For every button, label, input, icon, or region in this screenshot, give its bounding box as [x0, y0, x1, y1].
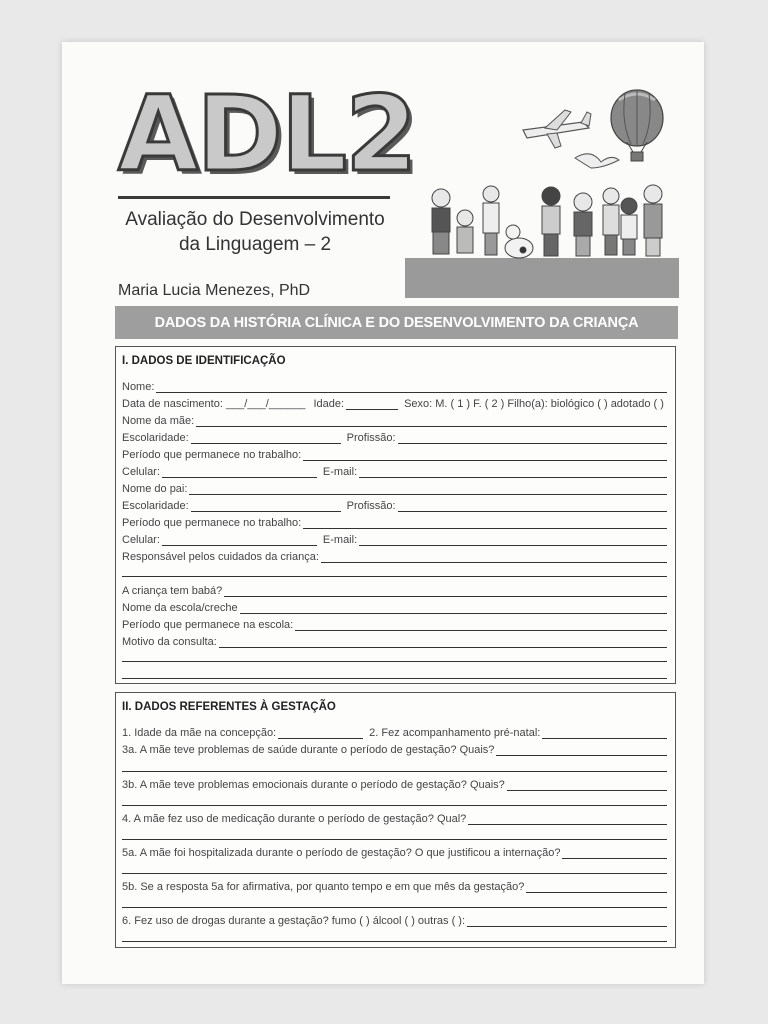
- field-nome-mae[interactable]: [196, 415, 667, 427]
- row-q1-q2: [122, 723, 667, 739]
- label-nome: Nome:: [122, 381, 155, 393]
- label-profissao-mae: Profissão:: [346, 432, 396, 444]
- section-banner: DADOS DA HISTÓRIA CLÍNICA E DO DESENVOLVIMENTO DA CRIANÇA: [115, 306, 678, 339]
- field-motivo-line-2[interactable]: [122, 661, 667, 662]
- ground: [405, 258, 679, 298]
- row-escola: [122, 598, 667, 614]
- section-2-title: II. DADOS REFERENTES À GESTAÇÃO: [122, 701, 336, 713]
- row-q5a: [122, 843, 667, 859]
- field-q4[interactable]: [468, 813, 667, 825]
- subtitle-line-1: Avaliação do Desenvolvimento: [125, 209, 385, 230]
- field-nome[interactable]: [156, 381, 667, 393]
- label-escolaridade-pai: Escolaridade:: [122, 500, 189, 512]
- label-q6: 6. Fez uso de drogas durante a gestação? fumo ( ) álcool ( ) outras ( ):: [122, 915, 466, 927]
- label-escolaridade-mae: Escolaridade:: [122, 432, 189, 444]
- field-q2[interactable]: [542, 727, 667, 739]
- field-periodo-escola[interactable]: [295, 619, 667, 631]
- label-q5a: 5a. A mãe foi hospitalizada durante o período de gestação? O que justificou a internação?: [122, 847, 561, 859]
- field-email-mae[interactable]: [359, 466, 667, 478]
- gestation-section: [115, 692, 676, 948]
- logo-divider: [118, 196, 390, 199]
- adl2-logo: ADL2: [118, 73, 416, 195]
- row-periodo-escola: [122, 615, 667, 631]
- identification-section: [115, 346, 676, 684]
- row-q5b: [122, 877, 667, 893]
- field-escolaridade-mae[interactable]: [191, 432, 341, 444]
- airplane-icon: [523, 110, 591, 148]
- field-motivo-line-3[interactable]: [122, 678, 667, 679]
- field-q5a-line-2[interactable]: [122, 873, 667, 874]
- field-periodo-trabalho-mae[interactable]: [303, 449, 667, 461]
- row-nome-mae: [122, 411, 667, 427]
- row-responsavel: [122, 547, 667, 563]
- row-escolaridade-mae: [122, 428, 667, 444]
- row-celular-mae: [122, 462, 667, 478]
- field-q3b-line-2[interactable]: [122, 805, 667, 806]
- label-q2: 2. Fez acompanhamento pré-natal:: [369, 727, 541, 739]
- label-baba: A criança tem babá?: [122, 585, 223, 597]
- bird-icon: [575, 154, 619, 168]
- label-q3a: 3a. A mãe teve problemas de saúde durante o período de gestação? Quais?: [122, 744, 495, 756]
- section-1-title: I. DADOS DE IDENTIFICAÇÃO: [122, 355, 286, 367]
- field-responsavel[interactable]: [321, 551, 667, 563]
- label-nome-pai: Nome do pai:: [122, 483, 188, 495]
- field-q6-line-2[interactable]: [122, 941, 667, 942]
- field-q3b[interactable]: [507, 779, 667, 791]
- label-nome-mae: Nome da mãe:: [122, 415, 195, 427]
- field-profissao-mae[interactable]: [398, 432, 667, 444]
- row-motivo: [122, 632, 667, 648]
- field-celular-mae[interactable]: [162, 466, 317, 478]
- field-celular-pai[interactable]: [162, 534, 317, 546]
- field-periodo-trabalho-pai[interactable]: [303, 517, 667, 529]
- label-q1: 1. Idade da mãe na concepção:: [122, 727, 277, 739]
- row-q6: [122, 911, 667, 927]
- label-celular-pai: Celular:: [122, 534, 160, 546]
- field-nome-pai[interactable]: [189, 483, 667, 495]
- child-figures: [432, 185, 662, 258]
- field-q6[interactable]: [467, 915, 667, 927]
- label-q3b: 3b. A mãe teve problemas emocionais durante o período de gestação? Quais?: [122, 779, 505, 791]
- label-email-mae: E-mail:: [322, 466, 358, 478]
- label-periodo-trabalho-mae: Período que permanece no trabalho:: [122, 449, 302, 461]
- label-responsavel: Responsável pelos cuidados da criança:: [122, 551, 319, 563]
- row-baba: [122, 581, 667, 597]
- label-motivo: Motivo da consulta:: [122, 636, 217, 648]
- children-illustration: [405, 88, 679, 298]
- row-periodo-trabalho-pai: [122, 513, 667, 529]
- field-q5b-line-2[interactable]: [122, 907, 667, 908]
- subtitle-line-2: da Linguagem – 2: [178, 234, 332, 255]
- label-celular-mae: Celular:: [122, 466, 160, 478]
- field-q5b[interactable]: [526, 881, 667, 893]
- field-email-pai[interactable]: [359, 534, 667, 546]
- label-escola: Nome da escola/creche: [122, 602, 238, 614]
- label-profissao-pai: Profissão:: [346, 500, 396, 512]
- row-nome-pai: [122, 479, 667, 495]
- field-q3a[interactable]: [496, 744, 667, 756]
- field-profissao-pai[interactable]: [398, 500, 667, 512]
- row-periodo-trabalho-mae: [122, 445, 667, 461]
- label-periodo-trabalho-pai: Período que permanece no trabalho:: [122, 517, 302, 529]
- label-q4: 4. A mãe fez uso de medicação durante o período de gestação? Qual?: [122, 813, 467, 825]
- row-escolaridade-pai: [122, 496, 667, 512]
- row-q3a: [122, 740, 667, 756]
- label-q5b: 5b. Se a resposta 5a for afirmativa, por quanto tempo e em que mês da gestação?: [122, 881, 525, 893]
- field-escolaridade-pai[interactable]: [191, 500, 341, 512]
- label-nascimento: Data de nascimento: ___/___/______: [122, 398, 306, 410]
- field-escola[interactable]: [240, 602, 667, 614]
- row-celular-pai: [122, 530, 667, 546]
- field-baba[interactable]: [224, 585, 667, 597]
- field-responsavel-continued[interactable]: [122, 576, 667, 577]
- label-idade: Idade:: [313, 398, 345, 410]
- field-q4-line-2[interactable]: [122, 839, 667, 840]
- row-q4: [122, 809, 667, 825]
- row-nascimento: [122, 394, 667, 410]
- row-q3b: [122, 775, 667, 791]
- form-subtitle: [118, 207, 392, 257]
- label-periodo-escola: Período que permanece na escola:: [122, 619, 294, 631]
- author-name: Maria Lucia Menezes, PhD: [118, 282, 311, 299]
- field-idade[interactable]: [346, 398, 398, 410]
- field-q5a[interactable]: [562, 847, 667, 859]
- row-nome: [122, 377, 667, 393]
- field-q1[interactable]: [278, 727, 363, 739]
- hot-air-balloon-icon: [611, 90, 663, 161]
- field-q3a-line-2[interactable]: [122, 771, 667, 772]
- label-sexo-filho: Sexo: M. ( 1 ) F. ( 2 ) Filho(a): biológico ( ) adotado ( ): [404, 398, 664, 410]
- label-email-pai: E-mail:: [322, 534, 358, 546]
- field-motivo[interactable]: [219, 636, 667, 648]
